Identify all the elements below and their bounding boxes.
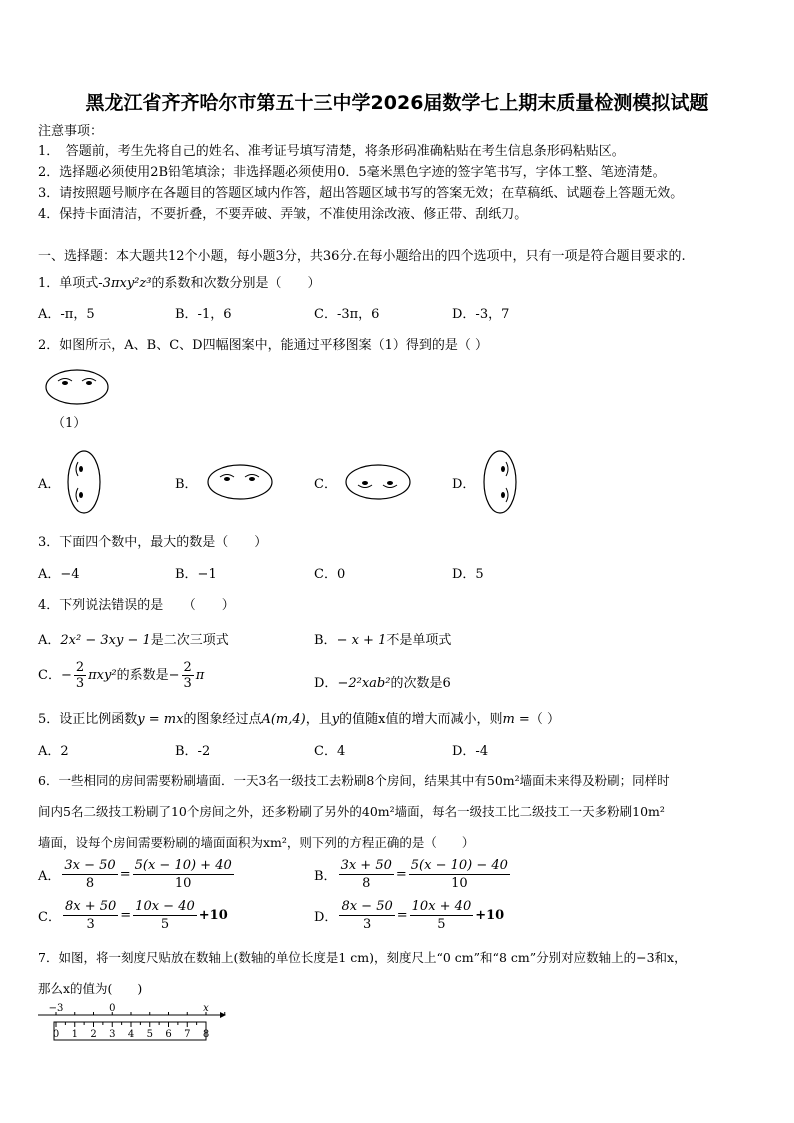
notice-item-1: 1． 答题前，考生先将自己的姓名、准考证号填写清楚，将条形码准确粘贴在考生信息条形码粘贴区。 [38, 144, 625, 159]
q4-c-fraction: $\frac{2}{3}$ [75, 660, 85, 691]
ruler-number-line-figure [36, 1002, 226, 1044]
q6-b-label: B． [314, 869, 337, 884]
q1-option-d[interactable]: D．-3，7 [452, 307, 510, 322]
face-figure-1 [44, 368, 114, 408]
q3-option-c[interactable]: C．0 [314, 567, 346, 582]
q4-option-d[interactable] [314, 672, 451, 691]
q6-c-label: C． [38, 910, 61, 925]
q6-a-right-fraction: $\frac{5(x - 10) + 40}{10}$ [134, 858, 232, 891]
axis-label: x [203, 1003, 209, 1014]
q5-part-5: （ ） [529, 712, 560, 727]
q5-part-4: 的值随x值的增大而减小，则 [339, 712, 503, 727]
notice-heading: 注意事项： [38, 124, 104, 139]
q6-b-equals: = [395, 867, 407, 882]
question-2-stem: 2．如图所示，A、B、C、D四幅图案中，能通过平移图案（1）得到的是（ ） [38, 338, 488, 353]
q6-b-right-fraction: $\frac{5(x - 10) - 40}{10}$ [410, 858, 508, 891]
q1-option-c[interactable]: C．-3π，6 [314, 307, 380, 322]
q6-c-left-fraction: $\frac{8x + 50}{3}$ [64, 899, 117, 932]
q5-function: y = mx [137, 712, 184, 727]
notice-item-2: 2．选择题必须使用2B铅笔填涂；非选择题必须使用0．5毫米黑色字迹的签字笔书写，字体工整、笔迹清楚。 [38, 165, 666, 180]
figure-1-label: （1） [52, 416, 87, 431]
q6-d-equals: = [396, 908, 408, 923]
ruler-tick-label: 6 [165, 1029, 172, 1040]
q4-b-text: 不是单项式 [386, 633, 452, 648]
q3-option-a[interactable]: A．−4 [38, 567, 80, 582]
q6-d-label: D． [314, 910, 338, 925]
question-6-line-2: 间内5名二级技工粉刷了10个房间之外，还多粉刷了另外的40m²墙面，每名一级技工比二级技工一天多粉刷10m² [38, 804, 665, 819]
question-6-line-3: 墙面，设每个房间需要粉刷的墙面面积为xm²，则下列的方程正确的是（ ） [38, 835, 475, 850]
q4-c-pi: π [195, 668, 205, 683]
ruler-tick-label: 5 [146, 1029, 153, 1040]
q6-d-left-fraction: $\frac{8x - 50}{3}$ [341, 899, 393, 932]
q6-c-equals: = [120, 908, 132, 923]
face-option-b [205, 462, 275, 502]
q3-option-d[interactable]: D．5 [452, 567, 484, 582]
notice-item-3: 3．请按照题号顺序在各题目的答题区域内作答，超出答题区域书写的答案无效；在草稿纸、试题卷上答题无效。 [38, 186, 684, 201]
q4-b-expression: − x + 1 [336, 633, 387, 648]
q6-c-right-fraction: $\frac{10x - 40}{5}$ [135, 899, 195, 932]
q5-m: m = [502, 712, 530, 727]
q4-d-expression: −2²xab² [337, 676, 391, 691]
q1-option-a[interactable]: A．-π，5 [38, 307, 95, 322]
q5-option-b[interactable]: B．-2 [175, 744, 211, 759]
ruler-tick-label: 0 [52, 1029, 60, 1040]
question-5-stem [38, 708, 560, 727]
q2-option-a[interactable]: A． [38, 477, 61, 492]
page-title: 黑龙江省齐齐哈尔市第五十三中学2026届数学七上期末质量检测模拟试题 [85, 92, 709, 114]
q6-option-b[interactable] [314, 857, 512, 892]
q5-option-c[interactable]: C．4 [314, 744, 346, 759]
q5-part-3: ，且 [305, 712, 332, 727]
section-heading: 一、选择题：本大题共12个小题，每小题3分，共36分.在每小题给出的四个选项中，只有一项是符合题目要求的. [38, 249, 686, 264]
q4-c-label: C． [38, 668, 61, 683]
q5-option-a[interactable]: A．2 [38, 744, 69, 759]
q4-option-b[interactable] [314, 629, 451, 648]
question-7-line-2: 那么x的值为( ) [38, 981, 143, 996]
q4-c-text: 的系数是 [116, 668, 169, 683]
q5-part-1: 5．设正比例函数 [38, 712, 138, 727]
q4-c-variable: πxy² [88, 668, 117, 683]
q6-d-right-fraction: $\frac{10x + 40}{5}$ [411, 899, 472, 932]
q6-a-left-fraction: $\frac{3x - 50}{8}$ [64, 858, 116, 891]
q6-c-tail: +10 [198, 908, 228, 923]
q4-d-text: 的次数是6 [390, 676, 451, 691]
q3-option-b[interactable]: B．−1 [175, 567, 217, 582]
axis-label: 0 [109, 1003, 116, 1014]
q5-part-2: 的图象经过点 [183, 712, 262, 727]
ruler-tick-label: 2 [90, 1029, 97, 1040]
face-option-c-flipped [343, 462, 413, 502]
q4-c-minus-2: − [168, 668, 180, 683]
q5-y: y [331, 712, 340, 727]
q2-option-d[interactable]: D． [452, 477, 476, 492]
question-6-line-1: 6．一些相同的房间需要粉刷墙面．一天3名一级技工去粉刷8个房间，结果其中有50m²墙面未来得及粉刷；同样时 [38, 773, 670, 788]
q4-a-expression: 2x² − 3xy − 1 [60, 633, 151, 648]
q4-option-c[interactable] [38, 660, 204, 691]
q6-option-a[interactable] [38, 857, 236, 892]
q1-option-b[interactable]: B．-1，6 [175, 307, 232, 322]
q4-c-minus: − [60, 668, 72, 683]
q4-a-text: 是二次三项式 [150, 633, 229, 648]
q6-option-c[interactable] [38, 898, 228, 933]
axis-label: −3 [48, 1003, 64, 1014]
q6-b-left-fraction: $\frac{3x + 50}{8}$ [340, 858, 392, 891]
q4-a-label: A． [38, 633, 61, 648]
q1-expression: -3πxy²z³ [98, 276, 152, 291]
q4-c-fraction-2: $\frac{2}{3}$ [183, 660, 192, 691]
q5-point: A(m,4) [261, 712, 306, 727]
q4-option-a[interactable] [38, 629, 229, 648]
question-3-stem: 3．下面四个数中，最大的数是（ ） [38, 535, 268, 550]
q4-b-label: B． [314, 633, 337, 648]
q6-option-d[interactable] [314, 898, 504, 933]
face-option-d-rotated [480, 448, 520, 516]
ruler-tick-label: 7 [184, 1029, 191, 1040]
face-option-a-rotated [64, 448, 104, 516]
ruler-tick-label: 1 [71, 1029, 78, 1040]
question-1-stem [38, 272, 320, 291]
q2-option-c[interactable]: C． [314, 477, 337, 492]
q4-d-label: D． [314, 676, 338, 691]
notice-item-4: 4．保持卡面清洁，不要折叠，不要弄破、弄皱，不准使用涂改液、修正带、刮纸刀。 [38, 207, 528, 222]
q6-d-tail: +10 [475, 908, 505, 923]
question-7-line-1: 7．如图，将一刻度尺贴放在数轴上(数轴的单位长度是1 cm)，刻度尺上“0 cm”和“8 cm”分别对应数轴上的−3和x， [38, 950, 687, 965]
q1-post: 的系数和次数分别是（ ） [151, 276, 321, 291]
q6-a-equals: = [119, 867, 131, 882]
question-4-stem: 4．下列说法错误的是 （ ） [38, 598, 235, 613]
q2-option-b[interactable]: B． [175, 477, 198, 492]
ruler-tick-label: 8 [202, 1029, 210, 1040]
q1-pre: 1．单项式 [38, 276, 99, 291]
q5-option-d[interactable]: D．-4 [452, 744, 489, 759]
ruler-tick-label: 3 [109, 1029, 116, 1040]
q6-a-label: A． [38, 869, 61, 884]
ruler-tick-label: 4 [127, 1029, 135, 1040]
